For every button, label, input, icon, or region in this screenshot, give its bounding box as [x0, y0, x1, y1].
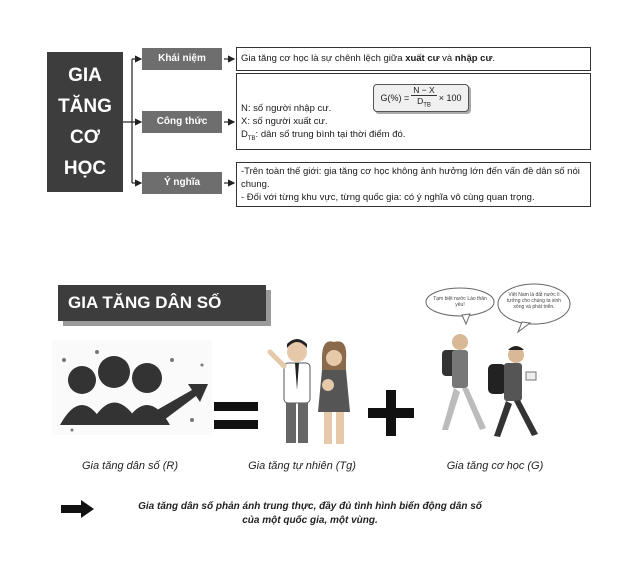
- speech-bubble-2-text: Việt Nam là đất nước lí tưởng cho chúng ta sinh sống và phát triển.: [506, 292, 562, 310]
- formula-fraction: [411, 85, 437, 111]
- d-letter: D: [241, 129, 248, 140]
- main-title-line: CƠ: [70, 127, 100, 148]
- formula-numerator: N − X: [413, 85, 435, 96]
- crowd-arrow-illustration: [52, 340, 212, 435]
- couple-illustration: [262, 330, 362, 450]
- label-cong-thuc: Công thức: [142, 111, 222, 133]
- khai-niem-end: .: [492, 53, 495, 64]
- equals-sign: [212, 398, 262, 438]
- migrant-2: [488, 346, 538, 437]
- khai-niem-mid: và: [439, 53, 455, 64]
- caption-natural-growth: Gia tăng tự nhiên (Tg): [248, 460, 356, 472]
- cong-thuc-line-n: N: số người nhập cư.: [241, 103, 332, 114]
- main-title-line: TĂNG: [58, 96, 112, 117]
- crowd-head-3: [132, 363, 162, 393]
- khai-niem-text: Gia tăng cơ học là sự chênh lệch giữa: [241, 53, 406, 64]
- man-figure: [270, 339, 310, 443]
- content-y-nghia: [236, 162, 591, 207]
- formula-rhs: × 100: [438, 93, 462, 103]
- d-subscript: TB: [247, 135, 256, 142]
- formula-denominator-sub: TB: [423, 102, 431, 109]
- y-nghia-line-1: -Trên toàn thế giới: gia tăng cơ học không ảnh hưởng lớn đến vấn đề dân số nói chung.: [241, 166, 580, 190]
- main-title-line: GIA: [68, 65, 102, 86]
- khai-niem-bold-1: xuất cư: [405, 53, 440, 64]
- cong-thuc-line-d-text: [241, 129, 405, 140]
- plus-sign: [366, 388, 416, 438]
- speech-bubble-1-text: Tạm biệt nước Lào thân yêu!: [433, 296, 487, 308]
- main-title-line: HỌC: [63, 158, 107, 179]
- crowd-head-1: [68, 366, 96, 394]
- cong-thuc-line-d: [241, 128, 586, 146]
- conclusion-line-1: Gia tăng dân số phản ánh trung thực, đầy đủ tình hình biến động dân số: [138, 501, 482, 512]
- backpack-2: [488, 364, 506, 394]
- formula-lhs: G(%) =: [380, 93, 410, 103]
- migrant-1: [442, 334, 486, 430]
- d-rest: : dân số trung bình tại thời điểm đó.: [255, 129, 406, 140]
- woman-figure: [318, 341, 350, 444]
- conclusion-text: [100, 500, 520, 528]
- khai-niem-bold-2: nhập cư: [454, 53, 493, 64]
- formula-denominator: [417, 96, 431, 111]
- conclusion-arrow-icon: [61, 500, 95, 518]
- population-growth-banner: GIA TĂNG DÂN SỐ: [58, 285, 266, 321]
- formula-box: [373, 84, 469, 112]
- label-y-nghia: Ý nghĩa: [142, 172, 222, 194]
- y-nghia-line-2: - Đối với từng khu vực, từng quốc gia: có ý nghĩa vô cùng quan trọng.: [241, 192, 535, 203]
- caption-population-growth: Gia tăng dân số (R): [82, 460, 178, 472]
- cong-thuc-line-x: X: số người xuất cư.: [241, 116, 328, 127]
- label-khai-niem: Khái niệm: [142, 48, 222, 70]
- formula-denominator-text: D: [417, 96, 424, 107]
- caption-mechanical-growth: Gia tăng cơ học (G): [446, 460, 544, 472]
- crowd-head-2: [98, 356, 130, 388]
- conclusion-line-2: của một quốc gia, một vùng.: [242, 515, 378, 526]
- baby-head: [322, 379, 334, 391]
- content-khai-niem: [236, 47, 591, 71]
